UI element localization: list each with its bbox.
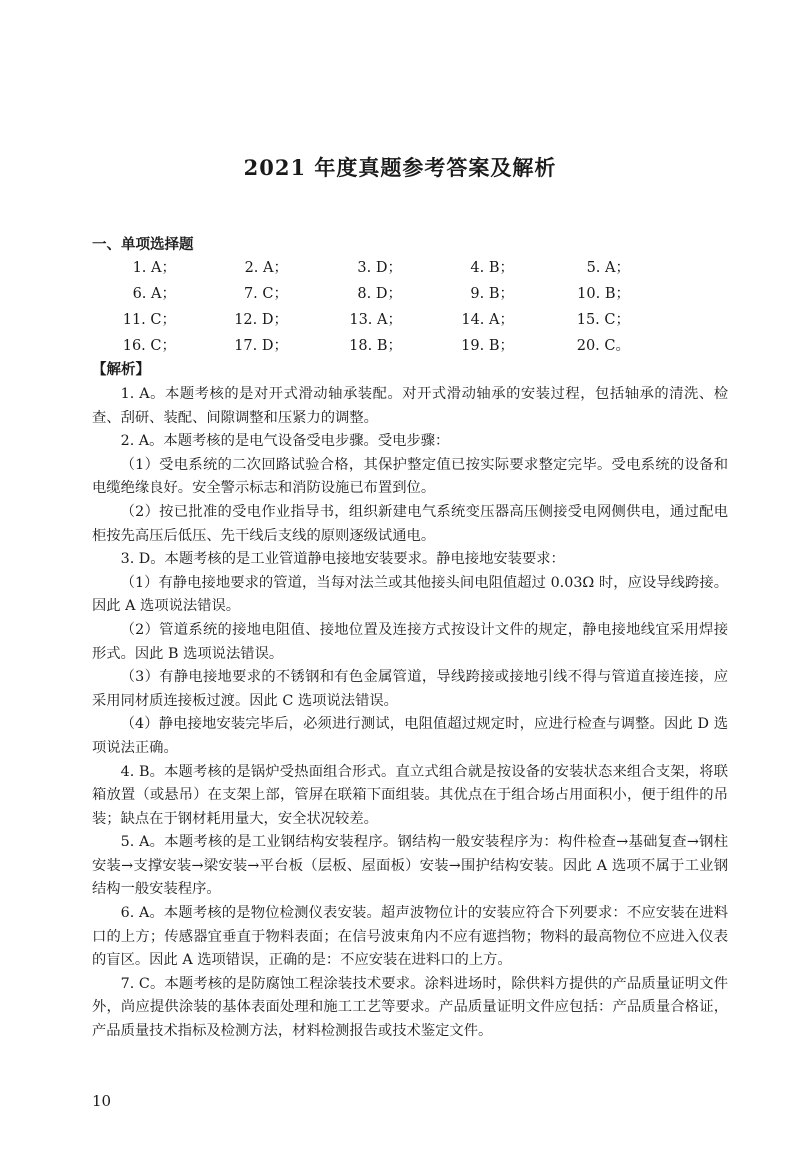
answer-item: 13. A；	[349, 312, 402, 328]
analysis-heading: 【解析】	[92, 362, 150, 378]
answer-item: 19. B；	[461, 338, 514, 354]
analysis-paragraph: 6. A。本题考核的是物位检测仪表安装。超声波物位计的安装应符合下列要求：不应安装在进料口的上方；传感器宜垂直于物料表面；在信号波束角内不应有遮挡物；物料的最高物位不应进入仪表的盲区。因此 A 选项错误，正确的是：不应安装在进料口的上方。	[92, 905, 728, 969]
answer-key-table	[92, 255, 712, 359]
answer-item: 16. C；	[122, 338, 176, 354]
answer-item: 10. B；	[577, 286, 630, 302]
analysis-paragraph: 5. A。本题考核的是工业钢结构安装程序。钢结构一般安装程序为：构件检查→基础复查→钢柱安装→支撑安装→梁安装→平台板（层板、屋面板）安装→围护结构安装。因此 A 选项不属于工业钢结构一般安装程序。	[92, 834, 728, 898]
analysis-paragraph: （1）有静电接地要求的管道，当每对法兰或其他接头间电阻值超过 0.03Ω 时，应设导线跨接。因此 A 选项说法错误。	[92, 574, 728, 615]
page-number: 10	[92, 1092, 112, 1110]
answer-item: 2. A；	[244, 260, 288, 276]
answer-item: 11. C；	[122, 312, 176, 328]
analysis-paragraph: （3）有静电接地要求的不锈钢和有色金属管道，导线跨接或接地引线不得与管道直接连接，应采用同材质连接板过渡。因此 C 选项说法错误。	[92, 669, 728, 709]
analysis-paragraph: 7. C。本题考核的是防腐蚀工程涂装技术要求。涂料进场时，除供料方提供的产品质量证明文件外，尚应提供涂装的基体表面处理和施工工艺等要求。产品质量证明文件应包括：产品质量合格证，产品质量技术指标及检测方法，材料检测报告或技术鉴定文件。	[92, 975, 728, 1040]
answer-row	[92, 333, 712, 359]
answer-item: 9. B；	[470, 286, 514, 302]
answer-item: 7. C；	[243, 286, 288, 302]
answer-item: 1. A；	[132, 260, 176, 276]
analysis-paragraph: （2）管道系统的接地电阻值、接地位置及连接方式按设计文件的规定，静电接地线宜采用焊接形式。因此 B 选项说法错误。	[92, 621, 728, 662]
analysis-body	[92, 383, 728, 1044]
answer-item: 8. D；	[357, 286, 402, 302]
analysis-paragraph: （4）静电接地安装完毕后，必须进行测试，电阻值超过规定时，应进行检查与调整。因此 D 选项说法正确。	[92, 716, 728, 756]
answer-item: 18. B；	[349, 338, 402, 354]
page-title: 2021 年度真题参考答案及解析	[243, 155, 557, 180]
answer-item: 6. A；	[132, 286, 176, 302]
analysis-paragraph: 3. D。本题考核的是工业管道静电接地安装要求。静电接地安装要求：	[120, 551, 565, 568]
section-heading: 一、单项选择题	[92, 237, 194, 253]
analysis-paragraph: 4. B。本题考核的是锅炉受热面组合形式。直立式组合就是按设备的安装状态来组合支架，将联箱放置（或悬吊）在支架上部，管屏在联箱下面组装。其优点在于组合场占用面积小，便于组件的吊装；缺点在于钢材耗用量大，安全状况较差。	[92, 763, 728, 827]
answer-item: 14. A；	[461, 312, 514, 328]
answer-item: 20. C。	[576, 338, 630, 354]
answer-item: 17. D；	[234, 338, 288, 354]
answer-item: 15. C；	[576, 312, 630, 328]
answer-row	[92, 307, 712, 333]
analysis-paragraph: （1）受电系统的二次回路试验合格，其保护整定值已按实际要求整定完毕。受电系统的设备和电缆绝缘良好。安全警示标志和消防设施已布置到位。	[92, 456, 728, 497]
analysis-paragraph: 2. A。本题考核的是电气设备受电步骤。受电步骤：	[120, 433, 450, 450]
answer-item: 3. D；	[357, 260, 402, 276]
analysis-paragraph: 1. A。本题考核的是对开式滑动轴承装配。对开式滑动轴承的安装过程，包括轴承的清洗、检查、刮研、装配、间隙调整和压紧力的调整。	[92, 386, 728, 426]
answer-item: 5. A；	[586, 260, 630, 276]
answer-item: 12. D；	[234, 312, 288, 328]
answer-row	[92, 255, 712, 281]
answer-item: 4. B；	[470, 260, 514, 276]
analysis-paragraph: （2）按已批准的受电作业指导书，组织新建电气系统变压器高压侧接受电网侧供电，通过配电柜按先高压后低压、先干线后支线的原则逐级试通电。	[92, 503, 728, 544]
answer-row	[92, 281, 712, 307]
